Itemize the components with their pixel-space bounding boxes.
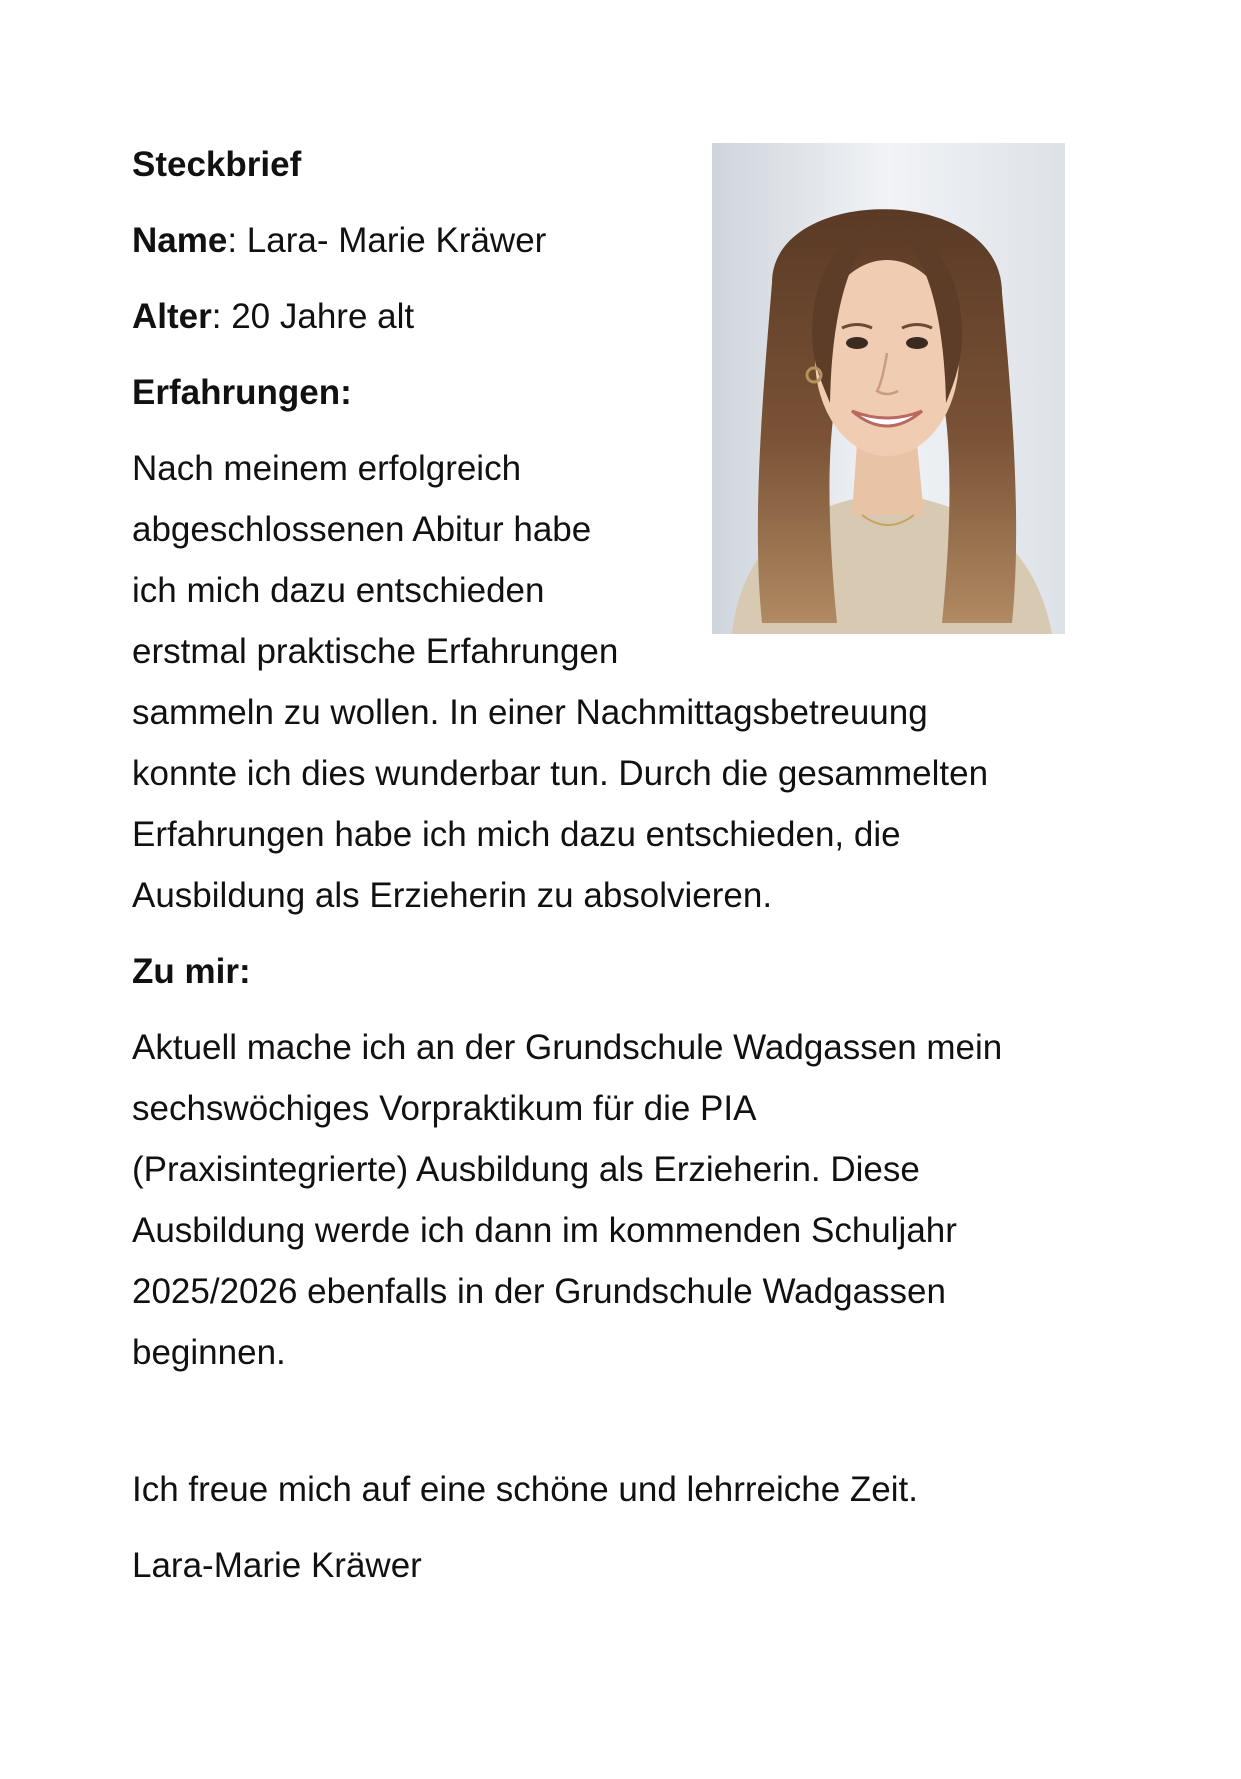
paragraph-line: sechswöchiges Vorpraktikum für die PIA — [132, 1089, 757, 1128]
closing-text: Ich freue mich auf eine schöne und lehrreiche Zeit. — [132, 1470, 918, 1509]
experience-heading: Erfahrungen: — [132, 373, 352, 412]
signature: Lara-Marie Kräwer — [132, 1546, 422, 1585]
paragraph-line: beginnen. — [132, 1333, 286, 1372]
paragraph-line: Nach meinem erfolgreich — [132, 449, 522, 488]
paragraph-line: erstmal praktische Erfahrungen — [132, 632, 619, 671]
document-content — [132, 134, 1112, 1596]
paragraph-line: abgeschlossenen Abitur habe — [132, 510, 592, 549]
paragraph-line: Erfahrungen habe ich mich dazu entschieden, die — [132, 815, 901, 854]
name-label: Name — [132, 221, 228, 260]
document-title: Steckbrief — [132, 145, 302, 184]
name-value: : Lara- Marie Kräwer — [227, 221, 547, 260]
paragraph-line: ich mich dazu entschieden — [132, 571, 545, 610]
paragraph-line: Ausbildung werde ich dann im kommenden Schuljahr — [132, 1211, 957, 1250]
paragraph-line: Aktuell mache ich an der Grundschule Wadgassen mein — [132, 1028, 1003, 1067]
paragraph-line: (Praxisintegrierte) Ausbildung als Erzieherin. Diese — [132, 1150, 920, 1189]
age-label: Alter — [132, 297, 212, 336]
paragraph-line: sammeln zu wollen. In einer Nachmittagsbetreuung — [132, 693, 928, 732]
blank-line — [132, 1398, 1112, 1459]
about-paragraph — [132, 1017, 1112, 1383]
age-value: : 20 Jahre alt — [211, 297, 415, 336]
paragraph-line: Ausbildung als Erzieherin zu absolvieren. — [132, 876, 773, 915]
age-field — [132, 286, 1112, 347]
paragraph-line: konnte ich dies wunderbar tun. Durch die gesammelten — [132, 754, 989, 793]
name-field — [132, 210, 1112, 271]
experience-paragraph — [132, 438, 1112, 926]
paragraph-line: 2025/2026 ebenfalls in der Grundschule Wadgassen — [132, 1272, 946, 1311]
about-heading: Zu mir: — [132, 952, 251, 991]
